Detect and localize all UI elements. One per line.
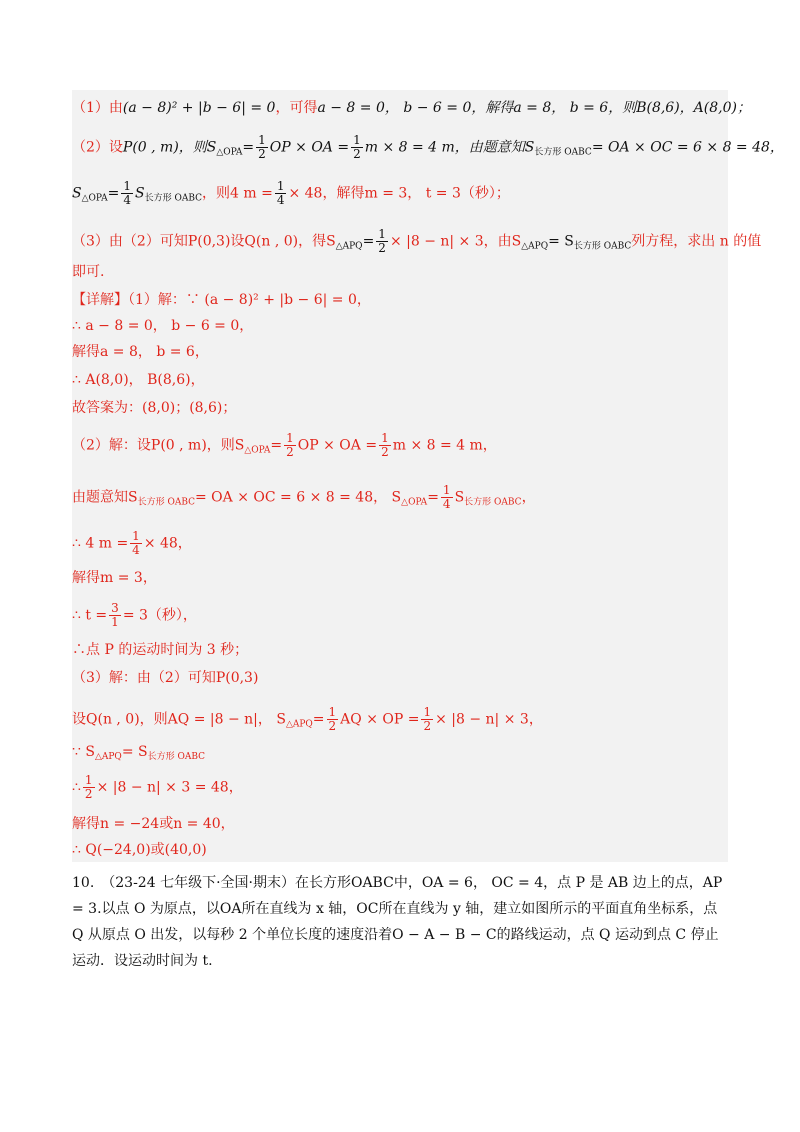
subscript: △OPA [244, 445, 271, 456]
problem-10-text: 10. （23-24 七年级下·全国·期末）在长方形OABC中，OA = 6， OC = 4，点 P 是 AB 边上的点，AP = 3.以点 O 为原点，以OA所在直线为 x 轴，OC所在直线为 y 轴，建立如图所示的平面直角坐标系，点 Q 从原点 O 出发，以每秒 2 个单位长度的速度沿着O − A − B − C的路线运动，点 Q 运动到点 C 停止运动．设运动时间为 t. [72, 875, 723, 969]
solution-line-9: 解得m = 3， [72, 570, 157, 586]
solution-text: 由题意知S [72, 489, 138, 506]
solution-text: = [270, 437, 283, 454]
subscript: 长方形 OABC [464, 497, 522, 508]
solution-text: 设Q(n , 0)，则AQ = |8 − n|， S [72, 711, 286, 728]
math-expr: = OA × OC = 6 × 8 = 48， [591, 139, 784, 156]
solution-line-11: ∴点 P 的运动时间为 3 秒； [72, 642, 249, 658]
solution-line-16: 解得n = −24或n = 40， [72, 816, 235, 832]
fraction-quarter: $\frac{1}{4}$ [442, 483, 451, 511]
fraction-quarter: $\frac{1}{4}$ [123, 179, 131, 207]
math-expr: P(0 , m)，则S [122, 139, 217, 156]
hint-text: ，可得 [275, 100, 318, 116]
math-expr: OP × OA = [269, 139, 350, 156]
solution-text: AQ × OP = [340, 711, 420, 728]
solution-text: × |8 − n| × 3 = 48， [96, 779, 243, 796]
math-expr: S [135, 185, 145, 202]
solution-line-8 [72, 530, 192, 557]
subscript: △APQ [521, 241, 549, 252]
hint-line-4 [72, 228, 761, 257]
solution-line-6 [72, 432, 497, 461]
solution-text: （1）解：∵ (a − 8)² + |b − 6| = 0， [128, 292, 371, 308]
subscript: △OPA [81, 193, 108, 204]
hint-text: （3）由（2）可知P(0,3)设Q(n , 0)，得S [72, 233, 336, 250]
solution-line-1 [72, 290, 371, 310]
solution-text: = OA × OC = 6 × 8 = 48， S [195, 489, 402, 506]
fraction-half: $\frac{1}{2}$ [423, 705, 432, 733]
solution-text: × |8 − n| × 3， [435, 711, 543, 728]
subscript: △OPA [216, 147, 243, 158]
solution-text: = [312, 711, 325, 728]
math-expr: m × 8 = 4 m，由题意知S [364, 139, 535, 156]
math-expr: a − 8 = 0， b − 6 = 0，解得a = 8， b = 6，则B(8,6)，A(8,0)； [317, 100, 751, 116]
hint-line-2 [72, 134, 784, 163]
math-expr: S [72, 185, 82, 202]
solution-text: m × 8 = 4 m， [392, 437, 497, 454]
solution-text: ∴ 4 m = [72, 535, 129, 552]
math-expr: = S [548, 233, 574, 250]
fraction-half: $\frac{1}{2}$ [286, 431, 294, 459]
math-expr: (a − 8)² + |b − 6| = 0 [122, 100, 276, 116]
solution-line-2: ∴ a − 8 = 0， b − 6 = 0， [72, 318, 254, 334]
solution-text: ∵ S [72, 744, 95, 760]
subscript: △APQ [335, 241, 363, 252]
solution-text: × 48， [143, 535, 192, 552]
solution-line-5: 故答案为：(8,0)；(8,6)； [72, 400, 237, 416]
solution-text: ∴ t = [72, 607, 108, 624]
solution-text: （2）解：设P(0 , m)，则S [72, 437, 245, 454]
hint-text: × 48，解得m = 3， t = 3（秒）； [288, 185, 510, 202]
fraction-half: $\frac{1}{2}$ [353, 133, 361, 161]
hint-line-5: 即可. [72, 264, 105, 280]
fraction-half: $\frac{1}{2}$ [258, 133, 266, 161]
subscript: 长方形 OABC [534, 147, 592, 158]
solution-line-4: ∴ A(8,0)， B(8,6)， [72, 372, 205, 388]
subscript: △APQ [285, 719, 313, 730]
subscript: 长方形 OABC [147, 752, 205, 762]
solution-line-3: 解得a = 8， b = 6， [72, 344, 209, 360]
hint-text: （2）设 [72, 139, 123, 156]
fraction-quarter: $\frac{1}{4}$ [132, 529, 140, 557]
subscript: 长方形 OABC [144, 193, 202, 204]
detail-label: 【详解】 [72, 292, 128, 308]
fraction-half: $\frac{1}{2}$ [381, 431, 389, 459]
solution-line-15 [72, 774, 243, 801]
hint-line-3 [72, 180, 510, 209]
hint-text: ，则4 m = [202, 185, 273, 202]
hint-text: 列方程，求出 n 的值 [631, 233, 762, 250]
subscript: 长方形 OABC [573, 241, 632, 252]
solution-line-14 [72, 742, 205, 767]
solution-text: S [454, 489, 465, 506]
fraction-quarter: $\frac{1}{4}$ [276, 179, 285, 207]
solution-text: ， [521, 489, 536, 506]
subscript: △APQ [94, 752, 122, 762]
solution-text: = S [121, 744, 148, 760]
solution-line-10 [72, 602, 197, 629]
solution-text: ∴ [72, 779, 81, 796]
math-expr: = [107, 185, 120, 202]
math-expr: = [242, 139, 255, 156]
solution-line-7 [72, 484, 536, 513]
hint-line-1 [72, 98, 751, 118]
subscript: 长方形 OABC [137, 497, 195, 508]
fraction-three: $\frac{3}{1}$ [111, 601, 119, 629]
solution-text: OP × OA = [297, 437, 378, 454]
math-expr: = [362, 233, 375, 250]
solution-text: = [427, 489, 439, 506]
solution-text: = 3（秒）， [122, 607, 197, 624]
solution-line-12: （3）解：由（2）可知P(0,3) [72, 670, 259, 686]
hint-text: × |8 − n| × 3，由S [389, 233, 522, 250]
hint-text: （1）由 [72, 100, 123, 116]
fraction-half: $\frac{1}{2}$ [84, 773, 93, 801]
fraction-half: $\frac{1}{2}$ [328, 705, 337, 733]
solution-line-17: ∴ Q(−24,0)或(40,0) [72, 842, 207, 858]
solution-line-13 [72, 706, 543, 735]
fraction-half: $\frac{1}{2}$ [378, 227, 386, 255]
subscript: △OPA [401, 497, 428, 508]
